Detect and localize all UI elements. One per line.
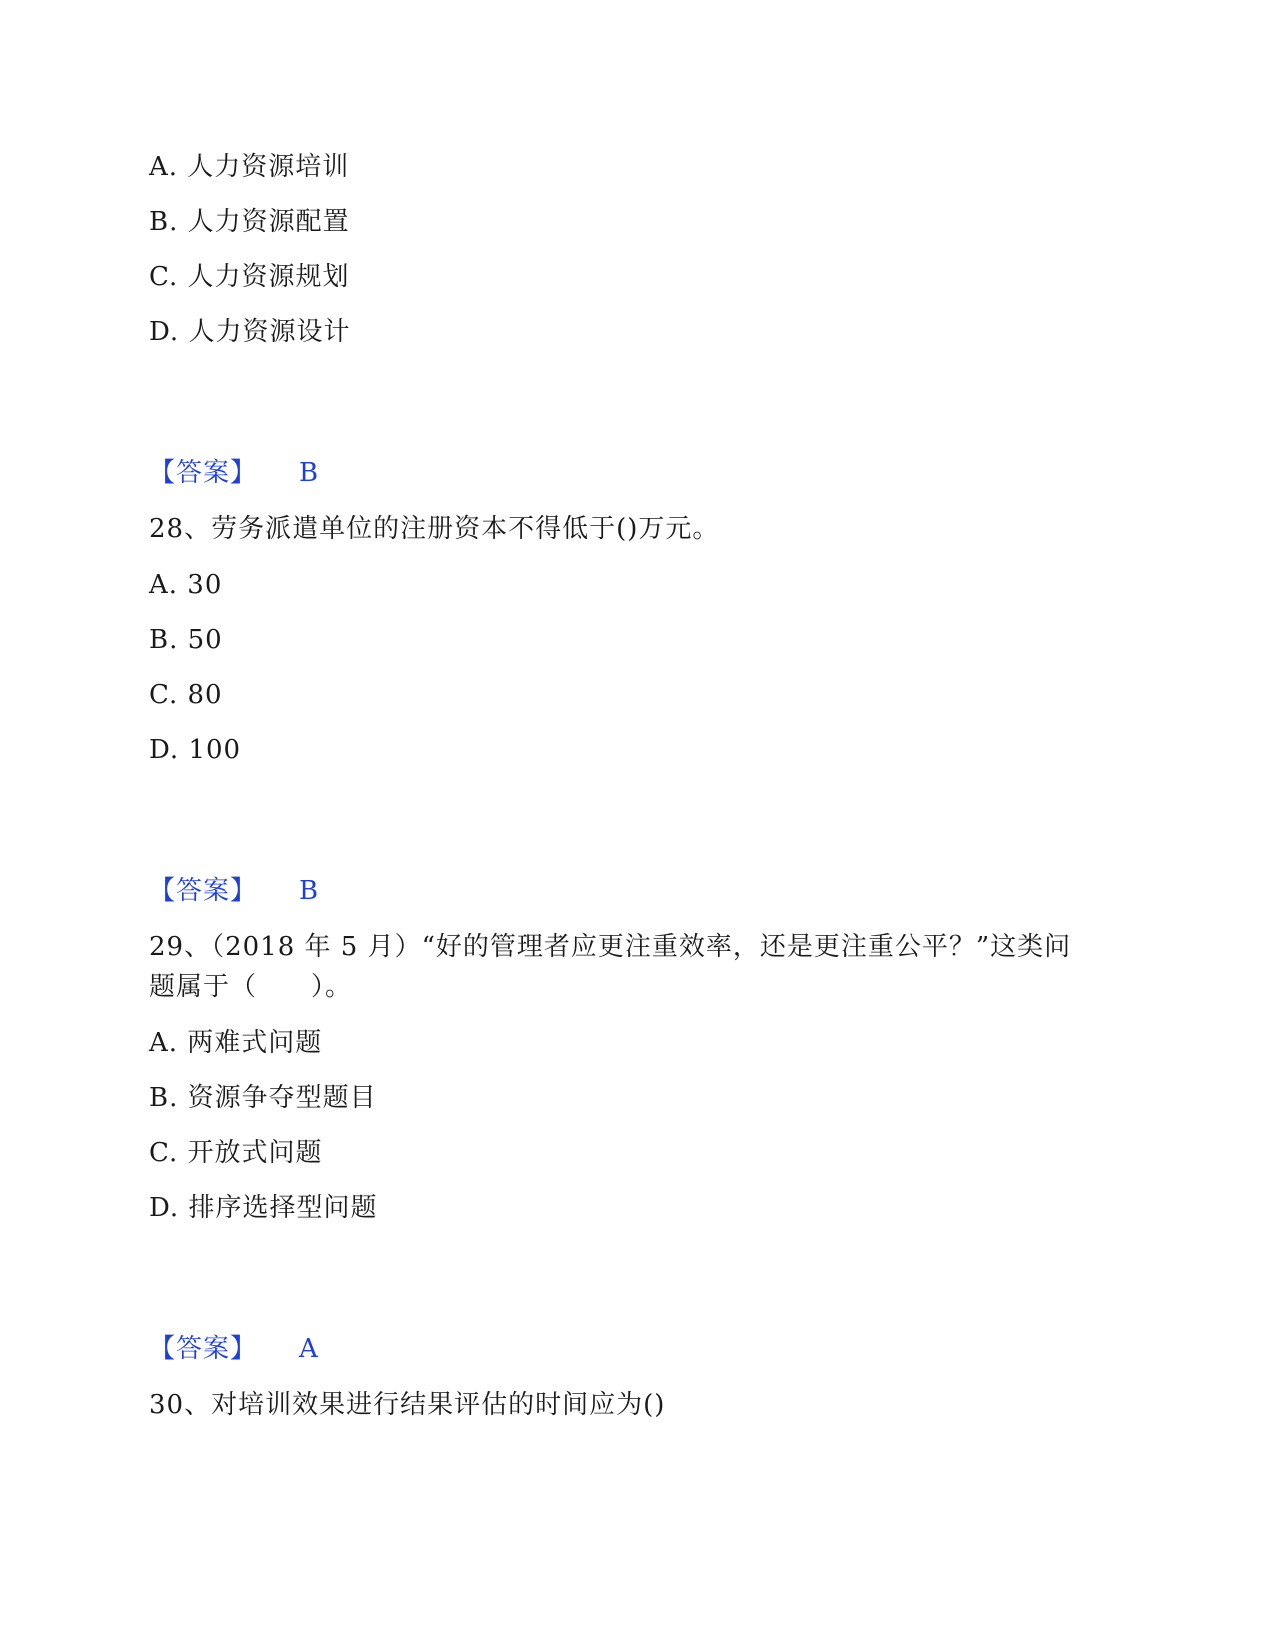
q29-stem-line1: 29、（2018 年 5 月）“好的管理者应更注重效率，还是更注重公平？”这类问: [149, 932, 1072, 962]
q29-option-d: D. 排序选择型问题: [149, 1193, 378, 1223]
q30-stem: 30、对培训效果进行结果评估的时间应为(): [149, 1390, 666, 1420]
q28-option-c: C. 80: [149, 680, 223, 710]
q29-stem-line2: 题属于（ ）。: [149, 972, 353, 1002]
q28-answer: [149, 874, 319, 908]
q28-stem: 28、劳务派遣单位的注册资本不得低于()万元。: [149, 514, 720, 544]
q29-answer: [149, 1332, 319, 1366]
answer-value: A: [299, 1334, 319, 1364]
q27-option-a: A. 人力资源培训: [149, 152, 350, 182]
answer-value: B: [299, 458, 320, 488]
q28-option-a: A. 30: [149, 570, 223, 600]
q28-option-b: B. 50: [149, 625, 223, 655]
answer-label: 【答案】: [149, 876, 258, 906]
q27-option-c: C. 人力资源规划: [149, 262, 350, 292]
q29-option-c: C. 开放式问题: [149, 1138, 323, 1168]
answer-value: B: [299, 876, 320, 906]
answer-label: 【答案】: [149, 458, 258, 488]
q29-option-b: B. 资源争夺型题目: [149, 1083, 377, 1113]
q27-answer: [149, 456, 319, 490]
q28-option-d: D. 100: [149, 735, 242, 765]
q27-option-b: B. 人力资源配置: [149, 207, 350, 237]
answer-label: 【答案】: [149, 1334, 258, 1364]
q27-option-d: D. 人力资源设计: [149, 317, 351, 347]
q29-option-a: A. 两难式问题: [149, 1028, 323, 1058]
